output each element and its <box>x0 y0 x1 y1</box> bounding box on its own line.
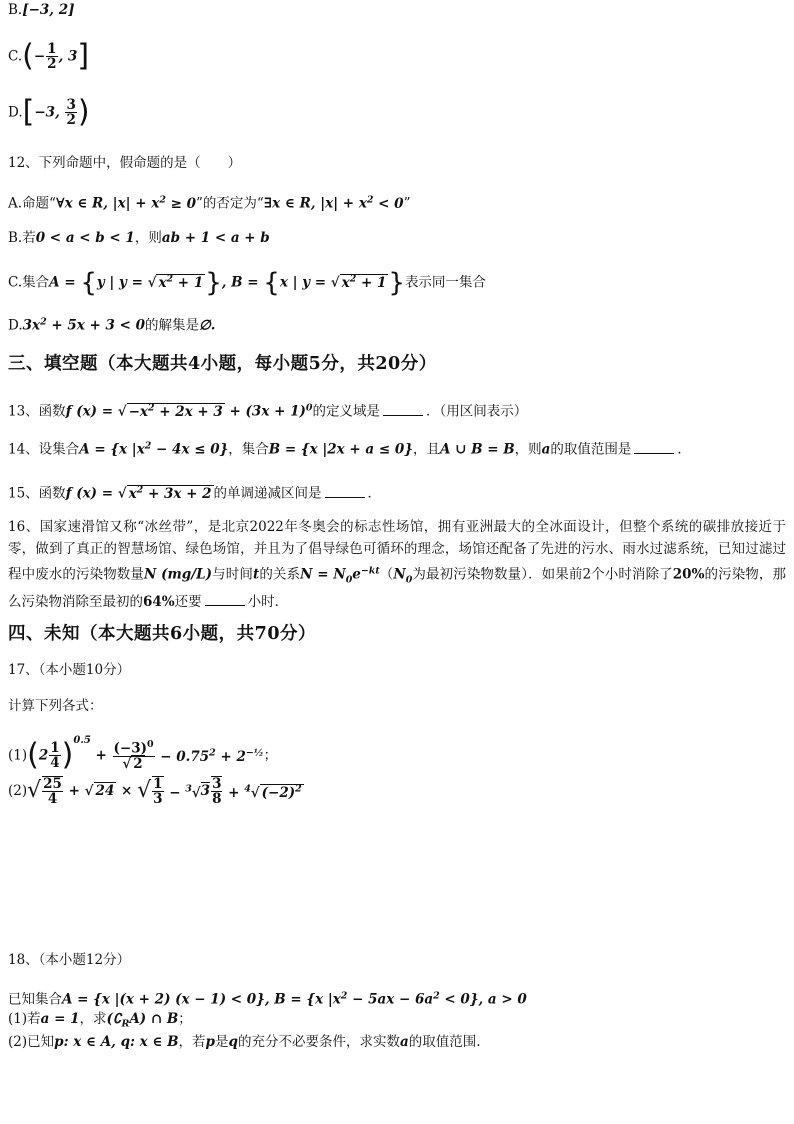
text: B.若 <box>8 230 36 246</box>
option-c <box>8 38 90 78</box>
text: ． <box>367 485 382 502</box>
math: ab + 1 < a + b <box>161 230 270 246</box>
math: 20% <box>672 566 705 583</box>
math: + (3x + 1) <box>224 403 306 420</box>
math: a <box>399 1034 409 1050</box>
answer-blank <box>634 452 674 454</box>
math: < 0} <box>439 991 479 1008</box>
text: ，则 <box>134 230 162 246</box>
neg-sign: − <box>33 48 46 65</box>
q15: 15、函数f (x) = √ $x^2 + 3x + 2$ 的单调递减区间是 ． <box>8 484 382 502</box>
text: 的取值范围. <box>408 1034 481 1050</box>
text: 已知集合 <box>8 991 62 1008</box>
math: f (x) = <box>65 403 118 420</box>
exponent: −kt <box>360 565 380 576</box>
bracket: ] <box>77 38 90 74</box>
math: , B = {x |x <box>264 991 341 1008</box>
math: e <box>352 566 361 583</box>
denominator: 2 <box>66 112 76 129</box>
math: A ∪ B = B <box>439 441 515 458</box>
q17-head: 17、（本小题10分） <box>8 662 131 678</box>
radicand: x <box>158 274 167 291</box>
bracket: [ <box>22 94 35 130</box>
text: C.集合 <box>8 274 50 291</box>
option-label: B. <box>8 2 23 18</box>
option-b <box>8 0 75 20</box>
radicand: + 2x + 3 <box>154 403 223 420</box>
section-3-heading: 三、填空题（本大题共4小题，每小题5分，共20分） <box>8 354 437 374</box>
math: , B = <box>221 274 264 291</box>
q16-paragraph: 16、国家速滑馆又称“冰丝带”，是北京2022年冬奥会的标志性场馆，拥有亚洲最大的全冰面设计，但整个系统的碳排放接近于零，做到了真正的智慧场馆、绿色场馆，并且为了倡导绿色可循环的理念，场馆还配备了先进的污水、雨水过滤系统，已知过滤过程中废水的污染物数量N (mg/L)与时间t的关系$N = N_0e^{-kt}(N_0$为最初污染物数量）．如果前2个小时消除了20%的污染物，那么污染物消除至最初的64%还要 小时． <box>8 519 787 611</box>
option-label: C. <box>8 48 23 65</box>
math: x | y = <box>279 274 331 291</box>
section-4-heading: 四、未知（本大题共6小题，共70分） <box>8 624 317 644</box>
text: 与时间 <box>212 566 253 583</box>
math: N = N <box>300 566 346 583</box>
math: t <box>252 566 260 583</box>
q18-line3 <box>8 1032 481 1052</box>
option-label: D. <box>8 104 23 121</box>
q12-option-c: C.集合A = {y | y = √ $x^2 + 1$}, B = {x | y = √ $x^2 + 1$}表示同一集合 <box>8 268 486 298</box>
text: 的关系 <box>259 566 301 583</box>
math: (∁ <box>106 1011 122 1027</box>
math: f (x) = <box>65 485 118 502</box>
q17-part2: (2)√ $\frac{25}{4}$ + √ 24 × √ $\frac{1}{3}$ − $^3$√3 $\frac{3}{8}$ + $^4$√ $(-2)^2$ <box>8 775 302 807</box>
text: (2)已知 <box>8 1034 55 1050</box>
text: ； <box>178 1011 192 1027</box>
answer-blank <box>205 604 245 606</box>
text: (1)若 <box>8 1011 41 1027</box>
q17-part1: (1)(2 $\frac{1}{4}$ )$^{0.5}$ + $\frac{(-3)^0}{√ 2}$ − $0.75^2 + 2^{-\frac{1}{2}}$； <box>8 735 278 773</box>
math: N (mg/L) <box>144 566 213 583</box>
math: p <box>205 1034 215 1050</box>
q18-head: 18、（本小题12分） <box>8 952 131 968</box>
fraction <box>46 42 57 71</box>
text: 的污染物，那么污染物消除至最初的 <box>8 566 787 611</box>
numerator: 3 <box>66 97 76 113</box>
text: ． <box>677 441 691 458</box>
math: a <box>541 441 551 458</box>
part-label: (2) <box>8 782 28 799</box>
math: A = <box>49 274 81 291</box>
text: 的单调递减区间是 <box>213 485 322 502</box>
text: 13、函数 <box>8 403 66 420</box>
text: 16、国家速滑馆又称“冰丝带”，是北京2022年冬奥会的标志性场馆，拥有亚洲最大的全冰面设计，但整个系统的碳排放接近于零，做到了真正的智慧场馆、绿色场馆，并且为了倡导绿色可循环的理念，场馆还配备了先进的污水、雨水过滤系统，已知过滤过程中废水的污染物数量 <box>8 519 786 583</box>
text: ，集合 <box>228 441 269 458</box>
radicand: x <box>128 485 137 502</box>
math: 0 < a < b < 1 <box>35 230 135 246</box>
text: D. <box>8 317 23 334</box>
option-math: , 3 <box>58 48 78 65</box>
text: ”的否定为“ <box>196 195 264 212</box>
text: （ <box>379 566 394 583</box>
answer-blank <box>325 496 365 498</box>
math: ∃x ∈ R, |x| + x <box>263 195 367 212</box>
math: 3x <box>22 317 41 334</box>
text: 表示同一集合 <box>404 274 486 291</box>
q18-line1: 已知集合A = {x |(x + 2) (x − 1) < 0}, B = {x $|x^2 - 5ax - 6a^2 < 0$}, a > 0 <box>8 990 527 1008</box>
option-d <box>8 94 90 134</box>
math: p: x ∈ A, q: x ∈ B <box>54 1034 179 1050</box>
q12-option-a: A.命题“∀x ∈ R, $|x| + x^2 \ge 0$”的否定为“∃x ∈ R, $|x| + x^2 < 0$” <box>8 194 411 212</box>
paren: ( <box>22 38 34 74</box>
math: + 5x + 3 < 0 <box>46 317 146 334</box>
text: 15、函数 <box>8 485 66 502</box>
q18-line2 <box>8 1009 192 1035</box>
q12-stem: 12、下列命题中，假命题的是（ ） <box>8 155 242 171</box>
text: 的取值范围是 <box>550 441 632 458</box>
math: A = {x |(x + 2) (x − 1) < 0} <box>62 991 265 1008</box>
denominator: 2 <box>47 56 57 73</box>
part-label: (1) <box>8 747 28 764</box>
radicand: + 3x + 2 <box>143 485 212 502</box>
math: ∀x ∈ R, |x| + x <box>55 195 160 212</box>
option-math: [−3, 2] <box>22 2 75 18</box>
text: 14、设集合 <box>8 441 80 458</box>
text: ，若 <box>178 1034 206 1050</box>
q14: 14、设集合A = {x $|x^2 - 4x \le 0$}，集合B = {x |2x + a ≤ 0}，且A ∪ B = B，则a的取值范围是 ． <box>8 440 691 458</box>
math: B = {x |2x + a ≤ 0} <box>268 441 413 458</box>
text: 是 <box>215 1034 229 1050</box>
math: N <box>393 566 406 583</box>
math: A) ∩ B <box>129 1011 179 1027</box>
text: 的解集是 <box>145 317 200 334</box>
subscript: R <box>121 1018 130 1030</box>
math: ∅. <box>199 317 216 334</box>
option-math: −3, <box>34 104 65 121</box>
text: ，求 <box>79 1011 107 1027</box>
text: 小时． <box>247 594 289 611</box>
text: 为最初污染物数量）．如果前2个小时消除了 <box>412 566 673 583</box>
text: 还要 <box>174 594 202 611</box>
math: 64% <box>143 594 175 611</box>
fraction <box>65 98 76 127</box>
numerator: 1 <box>47 41 57 57</box>
math: y | y = <box>96 274 148 291</box>
text: ．（用区间表示） <box>425 403 528 420</box>
text: 的定义域是 <box>312 403 380 420</box>
math: a = 1 <box>40 1011 80 1027</box>
text: ，则 <box>514 441 542 458</box>
radicand: −x <box>128 403 148 420</box>
text: ” <box>403 195 411 212</box>
q17-intro: 计算下列各式： <box>8 698 103 714</box>
math: , a > 0 <box>478 991 527 1008</box>
q12-option-d: $D.3x^2 + 5x + 3 < 0$的解集是∅. <box>8 316 216 334</box>
text: A.命题“ <box>8 195 56 212</box>
text: 的充分不必要条件，求实数 <box>237 1034 400 1050</box>
math: q <box>228 1034 238 1050</box>
math: A = {x |x <box>79 441 145 458</box>
answer-blank <box>383 414 423 416</box>
math: − 5ax − 6a <box>347 991 434 1008</box>
math: − 4x ≤ 0} <box>151 441 229 458</box>
q12-option-b <box>8 228 270 248</box>
q13: 13、函数f (x) = √ $-x^2 + 2x + 3 + (3x + 1)^0$的定义域是 ．（用区间表示） <box>8 402 528 420</box>
text: ，且 <box>412 441 440 458</box>
paren: ) <box>77 94 90 130</box>
